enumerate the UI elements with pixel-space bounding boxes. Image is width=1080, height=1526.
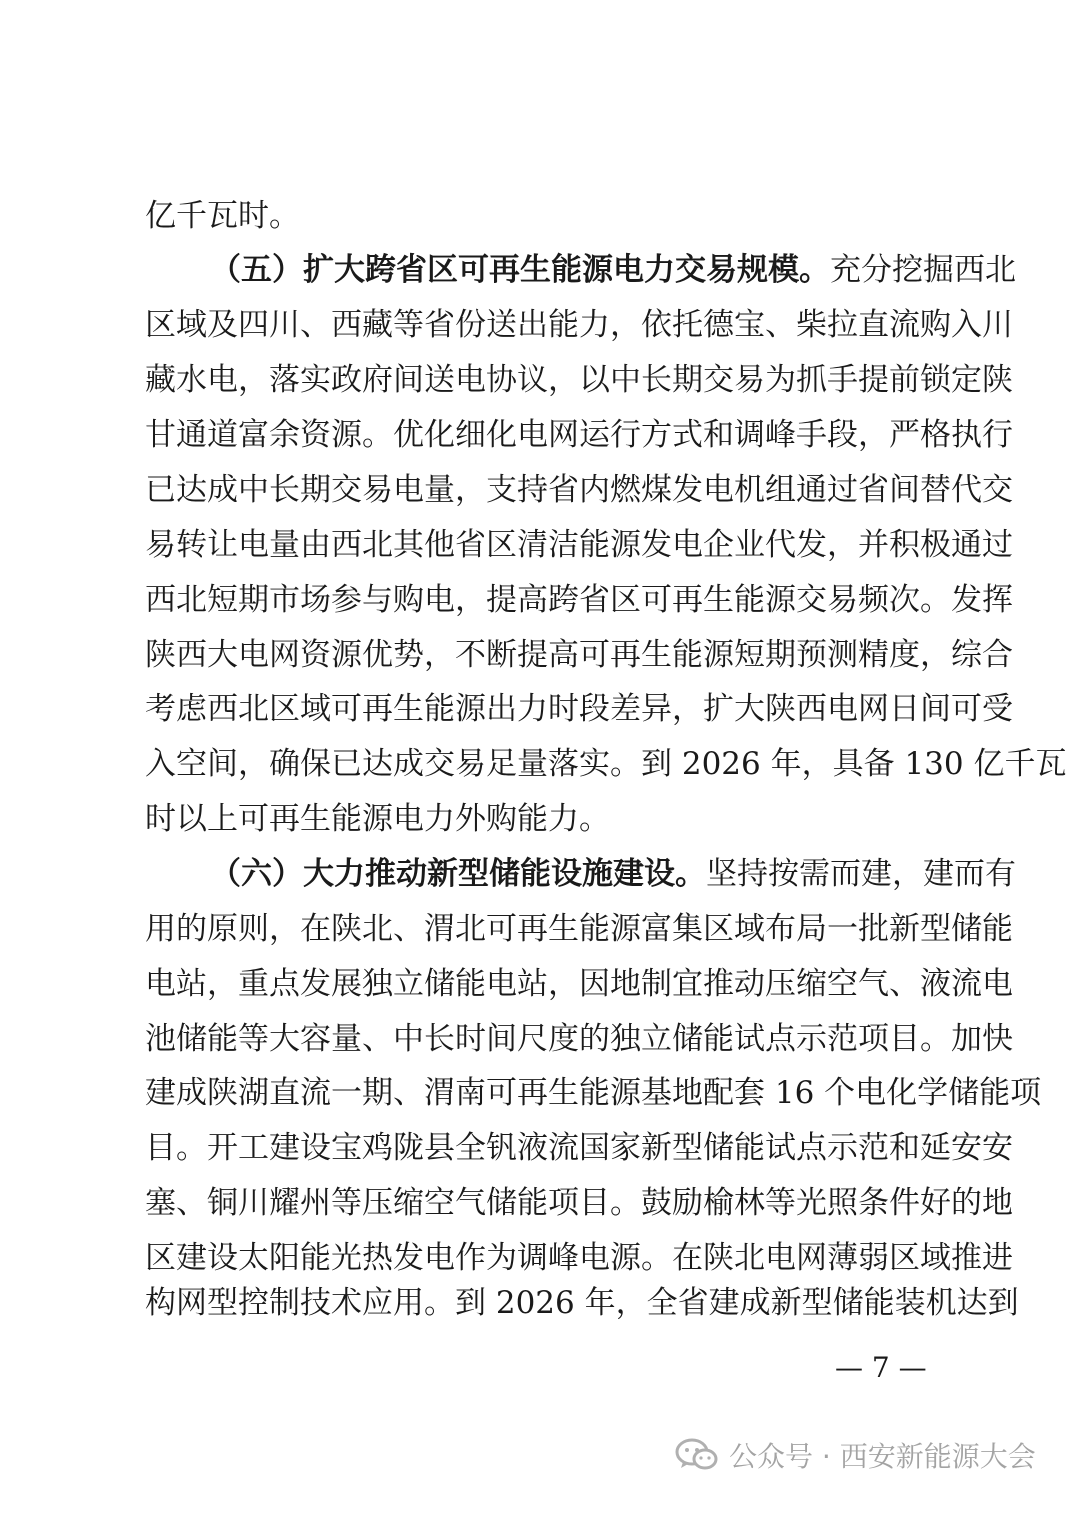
text-line-1: 亿千瓦时。 (145, 198, 300, 234)
text-line-11: 入空间，确保已达成交易足量落实。到 2026 年，具备 130 亿千瓦 (145, 746, 1067, 782)
section-5-first-line (210, 242, 1016, 298)
section-5-heading: （五）扩大跨省区可再生能源电力交易规模。 (210, 252, 830, 288)
section-6-lead: 坚持按需而建，建而有 (706, 856, 1016, 892)
text-line-14: 用的原则，在陕北、渭北可再生能源富集区域布局一批新型储能 (145, 911, 1013, 947)
watermark-text: 公众号 · 西安新能源大会 (729, 1440, 1036, 1473)
text-line-12: 时以上可再生能源电力外购能力。 (145, 801, 610, 837)
section-6-first-line (210, 846, 1016, 902)
section-6-heading: （六）大力推动新型储能设施建设。 (210, 856, 706, 892)
section-5-lead: 充分挖掘西北 (830, 252, 1016, 288)
text-line-4: 藏水电，落实政府间送电协议，以中长期交易为抓手提前锁定陕 (145, 362, 1013, 398)
text-line-16: 池储能等大容量、中长时间尺度的独立储能试点示范项目。加快 (145, 1021, 1013, 1057)
text-line-3: 区域及四川、西藏等省份送出能力，依托德宝、柴拉直流购入川 (145, 307, 1013, 343)
watermark (675, 1430, 1036, 1480)
text-line-15: 电站，重点发展独立储能电站，因地制宜推动压缩空气、液流电 (145, 966, 1013, 1002)
text-line-19: 塞、铜川耀州等压缩空气储能项目。鼓励榆林等光照条件好的地 (145, 1185, 1013, 1221)
text-line-17: 建成陕湖直流一期、渭南可再生能源基地配套 16 个电化学储能项 (145, 1075, 1042, 1111)
page-number: — 7 — (835, 1351, 927, 1384)
text-line-9: 陕西大电网资源优势，不断提高可再生能源短期预测精度，综合 (145, 637, 1013, 673)
text-line-20: 区建设太阳能光热发电作为调峰电源。在陕北电网薄弱区域推进 (145, 1240, 1013, 1276)
text-line-10: 考虑西北区域可再生能源出力时段差异，扩大陕西电网日间可受 (145, 691, 1013, 727)
text-line-7: 易转让电量由西北其他省区清洁能源发电企业代发，并积极通过 (145, 527, 1013, 563)
text-line-6: 已达成中长期交易电量，支持省内燃煤发电机组通过省间替代交 (145, 472, 1013, 508)
text-line-21: 构网型控制技术应用。到 2026 年，全省建成新型储能装机达到 (145, 1285, 1019, 1321)
wechat-icon (675, 1437, 719, 1473)
text-line-8: 西北短期市场参与购电，提高跨省区可再生能源交易频次。发挥 (145, 582, 1013, 618)
text-line-5: 甘通道富余资源。优化细化电网运行方式和调峰手段，严格执行 (145, 417, 1013, 453)
text-line-18: 目。开工建设宝鸡陇县全钒液流国家新型储能试点示范和延安安 (145, 1130, 1013, 1166)
